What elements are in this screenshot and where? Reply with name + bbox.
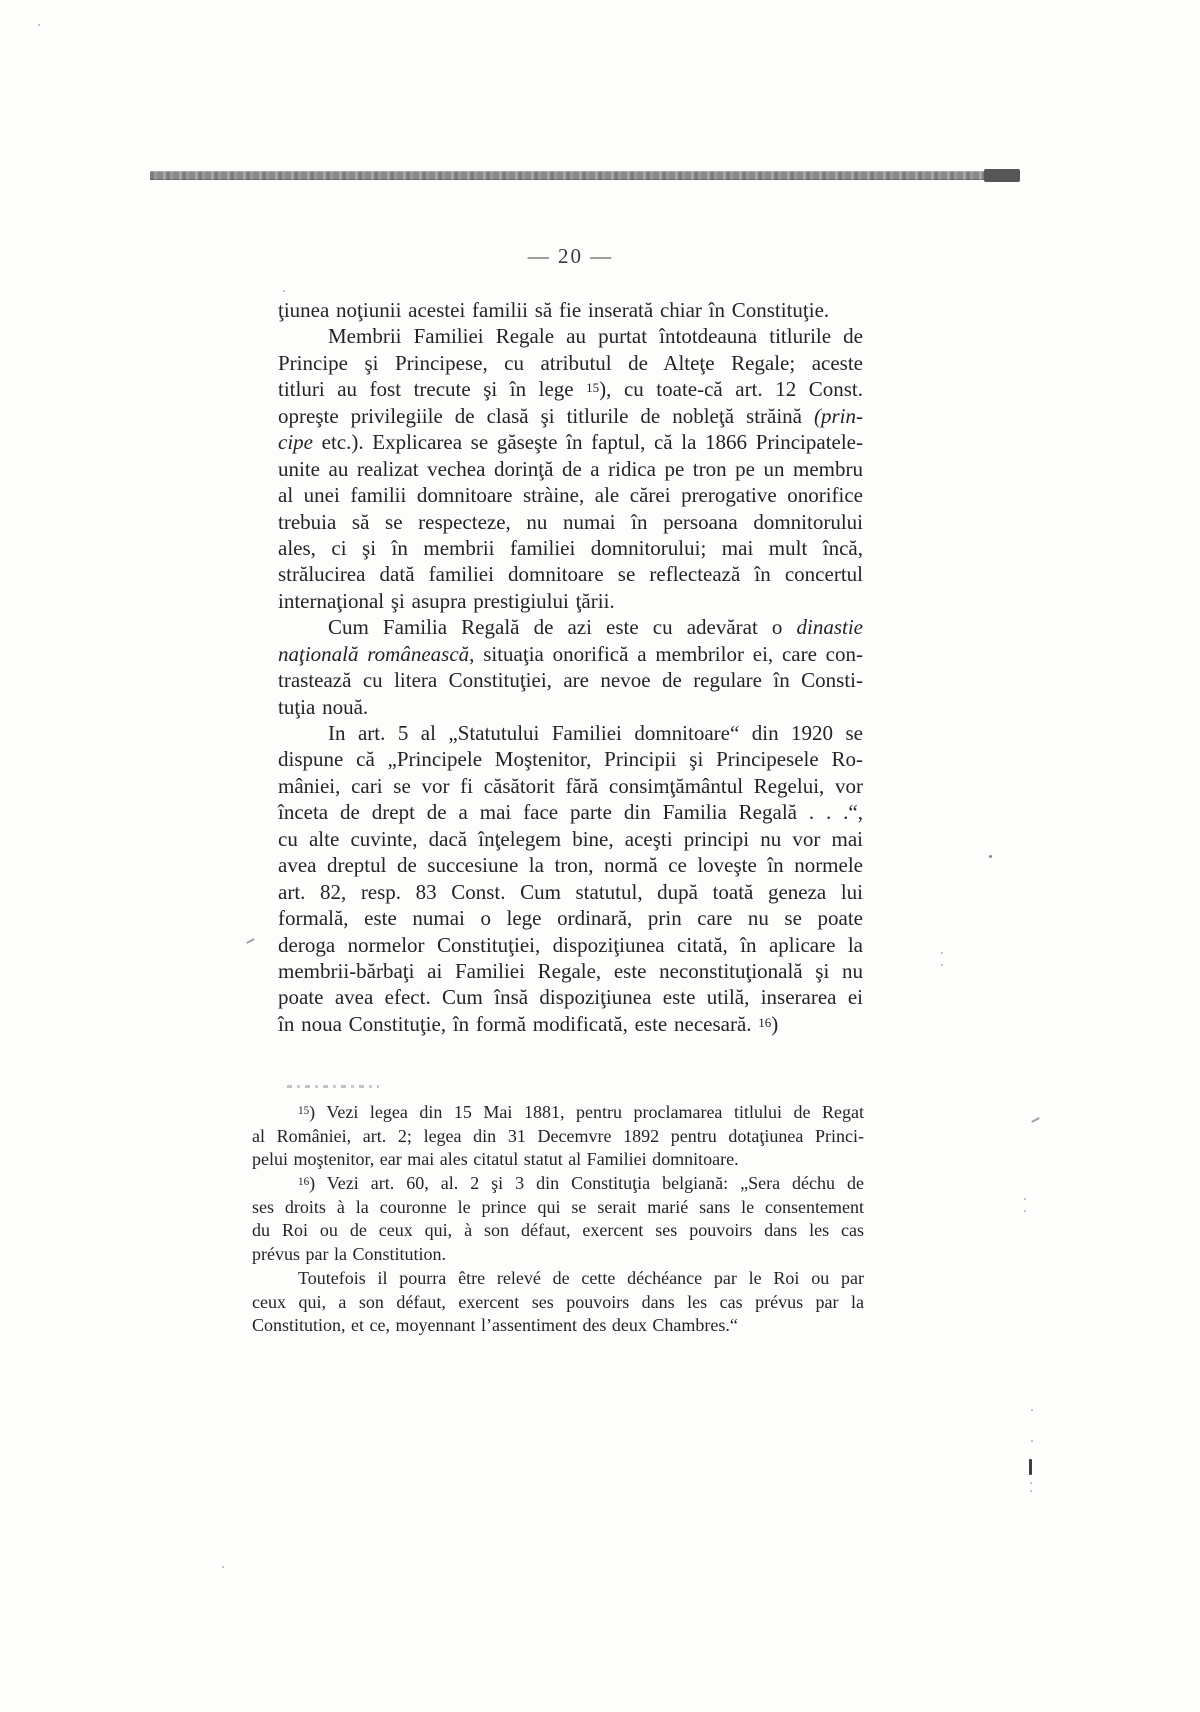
text-line: prévus par la Constitution.	[252, 1244, 446, 1265]
scan-pencil-mark	[246, 938, 255, 944]
text-line: ses droits à la couronne le prince qui se serait marié sans le consentement	[252, 1196, 864, 1217]
text-line: strălucirea dată familiei domnitoare se reflectează în concertul	[278, 562, 863, 587]
body-text	[278, 297, 863, 1037]
text-line: ceux qui, a son défaut, exercent ses pouvoirs dans les cas prévus par la	[252, 1291, 864, 1312]
scan-speck	[941, 964, 943, 966]
text-line: formală, este numai o lege ordinară, prin care nu se poate	[278, 906, 863, 931]
text-line: în noua Constituţie, în formă modificată, este necesară. $^{16}$)	[278, 1011, 779, 1036]
text-line: trastează cu litera Constituţiei, are nevoe de regulare în Consti-	[278, 668, 863, 693]
text-line: înceta de drept de a mai face parte din Familia Regală . . .“,	[278, 800, 863, 825]
text-line: deroga normelor Constituţiei, dispoziţiunea citată, în aplicare la	[278, 932, 863, 957]
scan-speck	[38, 24, 40, 26]
scan-speck	[1024, 1198, 1026, 1200]
scan-speck	[1024, 1210, 1026, 1212]
text-line: $^{15}$) Vezi legea din 15 Mai 1881, pentru proclamarea titlului de Regat	[298, 1102, 864, 1122]
scan-speck	[941, 952, 943, 954]
text-line: tuţia nouă.	[278, 694, 369, 719]
text-line: membrii-bărbaţi ai Familiei Regale, este neconstituţională şi nu	[278, 958, 863, 983]
text-line: Toutefois il pourra être relevé de cette déchéance par le Roi ou par	[298, 1267, 864, 1288]
text-line: ales, ci şi în membrii familiei domnitorului; mai mult încă,	[278, 535, 863, 560]
scan-speck	[1031, 1440, 1033, 1442]
text-line: pelui moştenitor, ear mai ales citatul statut al Familiei domnitoare.	[252, 1149, 739, 1170]
scan-ink-bar	[1029, 1459, 1032, 1475]
text-line: ţiunea noţiunii acestei familii să fie inserată chiar în Constituţie.	[278, 298, 830, 322]
scan-speck	[1030, 1490, 1032, 1492]
text-line: avea dreptul de succesiune la tron, normă ce loveşte în normele	[278, 853, 863, 878]
text-line: $^{16}$) Vezi art. 60, al. 2 şi 3 din Constituţia belgiană: „Sera déchu de	[298, 1173, 864, 1194]
scan-speck	[283, 290, 285, 292]
page-number: — 20 —	[527, 244, 614, 268]
top-rule	[150, 171, 1018, 180]
text-line: In art. 5 al „Statutului Familiei domnitoare“ din 1920 se	[328, 721, 863, 745]
text-line: al României, art. 2; legea din 31 Decemvre 1892 pentru dotaţiunea Princi-	[252, 1125, 864, 1146]
text-line: art. 82, resp. 83 Const. Cum statutul, după toată geneza lui	[278, 879, 863, 904]
footnote-separator	[287, 1085, 379, 1088]
text-line: unite au realizat vechea dorinţă de a ridica pe tron pe un membru	[278, 456, 863, 481]
scan-speck	[989, 855, 992, 858]
text-line: internaţional şi asupra prestigiului ţării.	[278, 588, 615, 613]
text-line: Cum Familia Regală de azi este cu adevărat o dinastie	[328, 615, 863, 640]
text-line: cipe etc.). Explicarea se găseşte în faptul, că la 1866 Principatele-	[278, 430, 863, 455]
scan-speck	[1031, 1117, 1040, 1123]
text-line: al unei familii domnitoare stràine, ale cărei prerogative onorifice	[278, 483, 863, 508]
text-line: titluri au fost trecute şi în lege $^{15}$), cu toate-că art. 12 Const.	[278, 377, 863, 402]
text-line: dispune că „Principele Moştenitor, Principii şi Principesele Ro-	[278, 747, 863, 772]
text-line: cu alte cuvinte, dacă înţelegem bine, aceşti principi nu vor mai	[278, 826, 863, 851]
scan-speck	[1031, 1409, 1033, 1411]
text-line: poate avea efect. Cum însă dispoziţiunea este utilă, inserarea ei	[278, 985, 863, 1010]
text-line: Principe şi Principese, cu atributul de Alteţe Regale; aceste	[278, 350, 863, 375]
text-line: Constitution, et ce, moyennant l’assentiment des deux Chambres.“	[252, 1315, 738, 1336]
text-line: Membrii Familiei Regale au purtat întotdeauna titlurile de	[328, 324, 863, 349]
top-rule-end-cap	[984, 169, 1020, 182]
text-line: opreşte privilegiile de clasă şi titlurile de nobleţă străină (prin-	[278, 403, 863, 428]
text-line: mâniei, cari se vor fi căsătorit fără consimţământul Regelui, vor	[278, 773, 863, 798]
scan-speck	[222, 1566, 224, 1568]
text-line: naţională românească, situaţia onorifică a membrilor ei, care con-	[278, 641, 863, 666]
text-line: trebuia să se respecteze, nu numai în persoana domnitorului	[278, 509, 863, 534]
text-line: du Roi ou de ceux qui, à son défaut, exercent ses pouvoirs dans les cas	[252, 1220, 864, 1241]
scan-speck	[1030, 1482, 1032, 1484]
footnotes	[252, 1101, 864, 1338]
